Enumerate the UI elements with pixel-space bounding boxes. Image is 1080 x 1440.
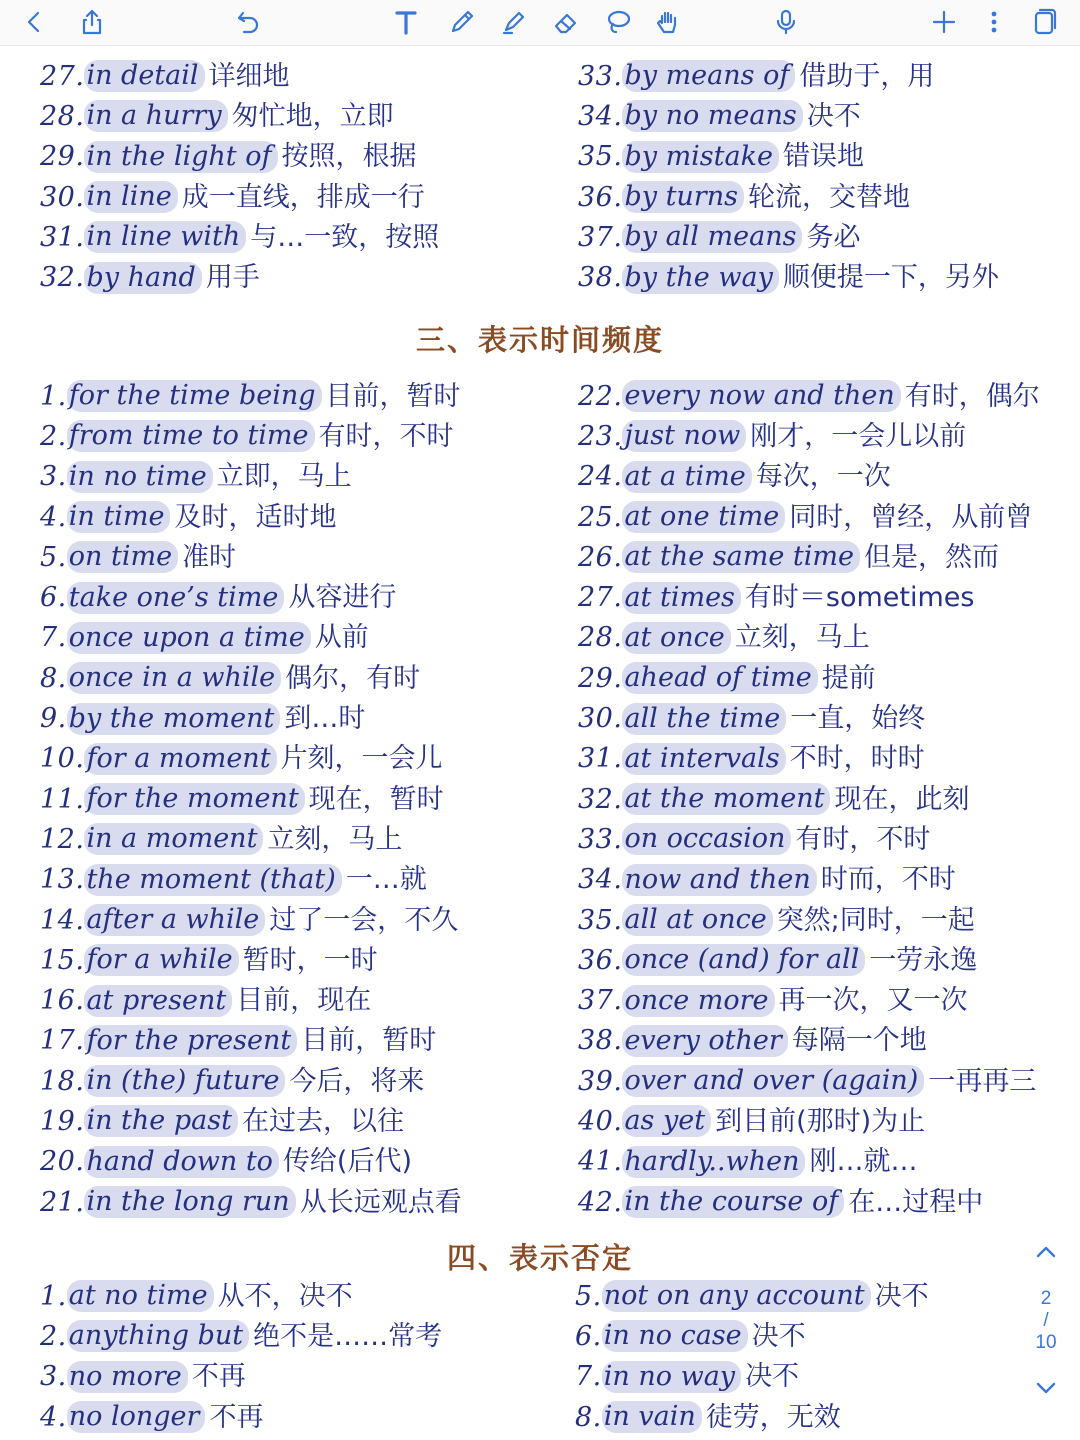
chinese-meaning: 详细地 — [208, 60, 290, 92]
english-phrase-highlighted: once (and) for all — [622, 944, 865, 976]
english-phrase-highlighted: at the moment — [622, 783, 830, 815]
phrase-row — [578, 900, 1078, 940]
item-number: 32. — [40, 262, 85, 294]
chinese-meaning: 一直，始终 — [790, 703, 926, 735]
chinese-meaning: 立即，马上 — [216, 461, 352, 493]
phrase-row — [40, 819, 570, 859]
chinese-meaning: 暂时，一时 — [242, 944, 378, 976]
back-icon[interactable] — [16, 4, 52, 40]
item-number: 9. — [40, 703, 67, 735]
chinese-meaning: 成一直线，排成一行 — [181, 181, 425, 213]
chinese-meaning: 目前，现在 — [236, 985, 372, 1017]
phrase-row — [575, 1316, 1015, 1356]
phrase-row — [40, 1357, 560, 1397]
phrase-row — [40, 1316, 560, 1356]
phrase-row — [578, 177, 1068, 217]
chinese-meaning: 有时，不时 — [318, 420, 454, 452]
item-number: 37. — [578, 985, 623, 1017]
total-page-count: 10 — [1035, 1332, 1057, 1353]
item-number: 8. — [40, 662, 67, 694]
item-number: 18. — [40, 1065, 85, 1097]
english-phrase-highlighted: over and over (again) — [622, 1065, 924, 1097]
phrase-row — [578, 940, 1078, 980]
undo-icon[interactable] — [230, 4, 266, 40]
english-phrase-highlighted: as yet — [622, 1105, 711, 1137]
item-number: 39. — [578, 1065, 623, 1097]
item-number: 27. — [578, 582, 623, 614]
mic-icon[interactable] — [768, 4, 804, 40]
english-phrase-highlighted: in no case — [602, 1320, 748, 1352]
phrase-row — [40, 257, 560, 297]
item-number: 23. — [578, 420, 623, 452]
phrase-list-negation-left — [40, 1276, 560, 1437]
chinese-meaning: 同时，曾经，从前曾 — [789, 501, 1033, 533]
item-number: 6. — [575, 1320, 602, 1352]
item-number: 40. — [578, 1105, 623, 1137]
chinese-meaning: 有时＝sometimes — [744, 582, 975, 614]
current-page-number: 2 — [1040, 1288, 1052, 1309]
english-phrase-highlighted: by means of — [622, 60, 795, 92]
phrase-row — [575, 1397, 1015, 1437]
item-number: 37. — [578, 221, 623, 253]
chinese-meaning: 提前 — [821, 662, 876, 694]
english-phrase-highlighted: in a moment — [84, 823, 263, 855]
english-phrase-highlighted: in vain — [602, 1401, 702, 1433]
english-phrase-highlighted: at one time — [622, 501, 785, 533]
chinese-meaning: 从前 — [314, 622, 369, 654]
english-phrase-highlighted: in (the) future — [84, 1065, 285, 1097]
highlighter-icon[interactable] — [496, 4, 532, 40]
english-phrase-highlighted: at intervals — [622, 743, 785, 775]
phrase-row — [40, 980, 570, 1020]
phrase-row — [578, 698, 1078, 738]
english-phrase-highlighted: all at once — [622, 904, 772, 936]
chinese-meaning: 偶尔，有时 — [285, 662, 421, 694]
english-phrase-highlighted: by the way — [622, 262, 778, 294]
chinese-meaning: 不再 — [191, 1361, 246, 1393]
english-phrase-highlighted: in the light of — [84, 141, 277, 173]
phrase-row — [578, 1101, 1078, 1141]
english-phrase-highlighted: at present — [84, 985, 232, 1017]
english-phrase-highlighted: after a while — [84, 904, 265, 936]
item-number: 15. — [40, 944, 85, 976]
english-phrase-highlighted: for a moment — [84, 743, 276, 775]
phrase-row — [40, 56, 560, 96]
phrase-row — [40, 1397, 560, 1437]
english-phrase-highlighted: in the course of — [622, 1186, 844, 1218]
item-number: 3. — [40, 1361, 67, 1393]
item-number: 35. — [578, 904, 623, 936]
chinese-meaning: 不再 — [209, 1401, 264, 1433]
item-number: 12. — [40, 823, 85, 855]
english-phrase-highlighted: at the same time — [622, 541, 860, 573]
chinese-meaning: 目前，暂时 — [325, 380, 461, 412]
item-number: 29. — [578, 662, 623, 694]
item-number: 32. — [578, 783, 623, 815]
item-number: 4. — [40, 501, 67, 533]
phrase-row — [578, 137, 1068, 177]
item-number: 14. — [40, 904, 85, 936]
add-icon[interactable] — [926, 4, 962, 40]
more-icon[interactable] — [976, 4, 1012, 40]
english-phrase-highlighted: in line — [84, 181, 177, 213]
english-phrase-highlighted: no longer — [67, 1401, 206, 1433]
phrase-row — [578, 860, 1078, 900]
toolbar — [0, 0, 1080, 46]
english-phrase-highlighted: at no time — [67, 1280, 214, 1312]
item-number: 1. — [40, 1280, 67, 1312]
chinese-meaning: 从不，决不 — [217, 1280, 353, 1312]
item-number: 25. — [578, 501, 623, 533]
phrase-row — [40, 497, 570, 537]
english-phrase-highlighted: all the time — [622, 703, 786, 735]
item-number: 7. — [575, 1361, 602, 1393]
english-phrase-highlighted: in the past — [84, 1105, 238, 1137]
chinese-meaning: 匆忙地，立即 — [231, 100, 394, 132]
item-number: 17. — [40, 1025, 85, 1057]
chinese-meaning: 从容进行 — [288, 582, 397, 614]
chinese-meaning: 轮流，交替地 — [747, 181, 910, 213]
english-phrase-highlighted: in line with — [84, 221, 246, 253]
phrase-row — [40, 940, 570, 980]
phrase-row — [578, 416, 1078, 456]
english-phrase-highlighted: on occasion — [622, 823, 791, 855]
phrase-row — [40, 96, 560, 136]
item-number: 26. — [578, 541, 623, 573]
phrase-row — [40, 658, 570, 698]
item-number: 5. — [40, 541, 67, 573]
english-phrase-highlighted: once more — [622, 985, 774, 1017]
english-phrase-highlighted: hardly..when — [622, 1146, 805, 1178]
chinese-meaning: 顺便提一下，另外 — [782, 262, 999, 294]
phrase-row — [578, 376, 1078, 416]
chinese-meaning: 用手 — [205, 262, 260, 294]
chinese-meaning: 徒劳，无效 — [705, 1401, 841, 1433]
phrase-row — [40, 577, 570, 617]
english-phrase-highlighted: take one’s time — [67, 582, 285, 614]
english-phrase-highlighted: from time to time — [67, 420, 315, 452]
item-number: 31. — [40, 221, 85, 253]
item-number: 4. — [40, 1401, 67, 1433]
phrase-list-time-right — [578, 376, 1078, 1222]
phrase-list-time-left — [40, 376, 570, 1222]
chinese-meaning: 一…就 — [345, 864, 427, 896]
english-phrase-highlighted: just now — [622, 420, 746, 452]
phrase-row — [578, 217, 1068, 257]
english-phrase-highlighted: once in a while — [67, 662, 281, 694]
english-phrase-highlighted: by the moment — [67, 703, 281, 735]
item-number: 36. — [578, 944, 623, 976]
chinese-meaning: 现在，暂时 — [308, 783, 444, 815]
phrase-row — [40, 376, 570, 416]
chinese-meaning: 决不 — [745, 1361, 800, 1393]
chinese-meaning: 借助于，用 — [799, 60, 935, 92]
english-phrase-highlighted: in detail — [84, 60, 204, 92]
chinese-meaning: 刚…就… — [809, 1146, 918, 1178]
item-number: 31. — [578, 743, 623, 775]
english-phrase-highlighted: for the moment — [84, 783, 304, 815]
item-number: 13. — [40, 864, 85, 896]
chinese-meaning: 务必 — [806, 221, 861, 253]
phrase-list-negation-right — [575, 1276, 1015, 1437]
phrase-row — [40, 177, 560, 217]
hand-icon[interactable] — [650, 4, 686, 40]
english-phrase-highlighted: by mistake — [622, 141, 779, 173]
item-number: 33. — [578, 823, 623, 855]
note-page — [0, 46, 1080, 1440]
phrase-row — [578, 1142, 1078, 1182]
phrase-row — [578, 779, 1078, 819]
chinese-meaning: 再一次，又一次 — [778, 985, 968, 1017]
english-phrase-highlighted: at times — [622, 582, 740, 614]
chinese-meaning: 及时，适时地 — [174, 501, 337, 533]
item-number: 2. — [40, 420, 67, 452]
phrase-row — [40, 1061, 570, 1101]
english-phrase-highlighted: at a time — [622, 461, 751, 493]
phrase-row — [40, 537, 570, 577]
phrase-row — [578, 658, 1078, 698]
chinese-meaning: 一劳永逸 — [869, 944, 978, 976]
phrase-row — [40, 698, 570, 738]
item-number: 24. — [578, 461, 623, 493]
section-title-negation: 四、表示否定 — [446, 1241, 633, 1275]
phrase-row — [40, 1021, 570, 1061]
phrase-row — [40, 1101, 570, 1141]
item-number: 30. — [40, 181, 85, 213]
chinese-meaning: 每隔一个地 — [791, 1025, 927, 1057]
item-number: 1. — [40, 380, 67, 412]
item-number: 20. — [40, 1146, 85, 1178]
chinese-meaning: 突然;同时，一起 — [776, 904, 975, 936]
item-number: 3. — [40, 461, 67, 493]
english-phrase-highlighted: for the time being — [67, 380, 322, 412]
english-phrase-highlighted: for a while — [84, 944, 238, 976]
english-phrase-highlighted: once upon a time — [67, 622, 311, 654]
english-phrase-highlighted: on time — [67, 541, 178, 573]
chinese-meaning: 有时，不时 — [795, 823, 931, 855]
phrase-row — [578, 257, 1068, 297]
chinese-meaning: 与…一致，按照 — [250, 221, 440, 253]
chinese-meaning: 立刻，马上 — [267, 823, 403, 855]
section-title-time-frequency: 三、表示时间频度 — [415, 323, 664, 357]
item-number: 28. — [40, 100, 85, 132]
item-number: 29. — [40, 141, 85, 173]
english-phrase-highlighted: in time — [67, 501, 171, 533]
phrase-row — [40, 779, 570, 819]
item-number: 38. — [578, 262, 623, 294]
item-number: 35. — [578, 141, 623, 173]
english-phrase-highlighted: by turns — [622, 181, 744, 213]
item-number: 34. — [578, 100, 623, 132]
phrase-row — [40, 137, 560, 177]
item-number: 21. — [40, 1186, 85, 1218]
chinese-meaning: 有时，偶尔 — [904, 380, 1040, 412]
phrase-row — [40, 900, 570, 940]
item-number: 41. — [578, 1146, 623, 1178]
item-number: 28. — [578, 622, 623, 654]
english-phrase-highlighted: anything but — [67, 1320, 249, 1352]
chinese-meaning: 现在，此刻 — [834, 783, 970, 815]
english-phrase-highlighted: by hand — [84, 262, 201, 294]
chinese-meaning: 到…时 — [284, 703, 366, 735]
english-phrase-highlighted: at once — [622, 622, 730, 654]
chinese-meaning: 决不 — [874, 1280, 929, 1312]
chinese-meaning: 决不 — [751, 1320, 806, 1352]
chinese-meaning: 今后，将来 — [289, 1065, 425, 1097]
phrase-row — [40, 1276, 560, 1316]
english-phrase-highlighted: in a hurry — [84, 100, 227, 132]
chinese-meaning: 按照，根据 — [281, 141, 417, 173]
lasso-icon[interactable] — [600, 4, 636, 40]
pen-icon[interactable] — [444, 4, 480, 40]
english-phrase-highlighted: in the long run — [84, 1186, 295, 1218]
phrase-row — [575, 1357, 1015, 1397]
text-tool-icon[interactable] — [388, 4, 424, 40]
english-phrase-highlighted: ahead of time — [622, 662, 817, 694]
phrase-list-top-right — [578, 56, 1068, 298]
phrase-row — [578, 819, 1078, 859]
item-number: 11. — [40, 783, 85, 815]
phrase-row — [578, 577, 1078, 617]
english-phrase-highlighted: in no time — [67, 461, 213, 493]
chinese-meaning: 决不 — [806, 100, 861, 132]
chinese-meaning: 错误地 — [782, 141, 864, 173]
item-number: 19. — [40, 1105, 85, 1137]
item-number: 34. — [578, 864, 623, 896]
chinese-meaning: 目前，暂时 — [301, 1025, 437, 1057]
chinese-meaning: 准时 — [182, 541, 237, 573]
phrase-row — [575, 1276, 1015, 1316]
chinese-meaning: 从长远观点看 — [299, 1186, 462, 1218]
item-number: 38. — [578, 1025, 623, 1057]
eraser-icon[interactable] — [548, 4, 584, 40]
phrase-row — [578, 1061, 1078, 1101]
english-phrase-highlighted: every now and then — [622, 380, 900, 412]
item-number: 36. — [578, 181, 623, 213]
phrase-row — [578, 980, 1078, 1020]
chinese-meaning: 到目前(那时)为止 — [715, 1105, 926, 1137]
phrase-list-top-left — [40, 56, 560, 298]
english-phrase-highlighted: the moment (that) — [84, 864, 341, 896]
chevron-down-icon[interactable] — [1032, 1374, 1060, 1402]
phrase-row — [40, 739, 570, 779]
phrase-row — [40, 217, 560, 257]
item-number: 30. — [578, 703, 623, 735]
english-phrase-highlighted: every other — [622, 1025, 787, 1057]
chinese-meaning: 传给(后代) — [282, 1146, 412, 1178]
phrase-row — [578, 618, 1078, 658]
item-number: 10. — [40, 743, 85, 775]
chinese-meaning: 但是，然而 — [863, 541, 999, 573]
phrase-row — [40, 1182, 570, 1222]
item-number: 8. — [575, 1401, 602, 1433]
share-icon[interactable] — [74, 4, 110, 40]
chinese-meaning: 在…过程中 — [848, 1186, 984, 1218]
chinese-meaning: 片刻，一会儿 — [280, 743, 443, 775]
chevron-up-icon[interactable] — [1032, 1238, 1060, 1266]
phrase-row — [578, 457, 1078, 497]
chinese-meaning: 在过去，以往 — [241, 1105, 404, 1137]
phrase-row — [40, 1142, 570, 1182]
phrase-row — [40, 860, 570, 900]
item-number: 7. — [40, 622, 67, 654]
item-number: 33. — [578, 60, 623, 92]
phrase-row — [578, 96, 1068, 136]
phrase-row — [578, 56, 1068, 96]
phrase-row — [578, 497, 1078, 537]
chinese-meaning: 时而，不时 — [820, 864, 956, 896]
english-phrase-highlighted: no more — [67, 1361, 188, 1393]
phrase-row — [578, 739, 1078, 779]
item-number: 27. — [40, 60, 85, 92]
chinese-meaning: 立刻，马上 — [734, 622, 870, 654]
phrase-row — [40, 457, 570, 497]
chinese-meaning: 过了一会，不久 — [269, 904, 459, 936]
item-number: 6. — [40, 582, 67, 614]
chinese-meaning: 不时，时时 — [789, 743, 925, 775]
phrase-row — [40, 416, 570, 456]
item-number: 16. — [40, 985, 85, 1017]
phrase-row — [578, 1182, 1078, 1222]
english-phrase-highlighted: for the present — [84, 1025, 297, 1057]
phrase-row — [578, 537, 1078, 577]
english-phrase-highlighted: in no way — [602, 1361, 741, 1393]
item-number: 2. — [40, 1320, 67, 1352]
phrase-row — [40, 618, 570, 658]
chinese-meaning: 刚才，一会儿以前 — [750, 420, 967, 452]
page-separator: / — [1043, 1310, 1049, 1331]
item-number: 22. — [578, 380, 623, 412]
english-phrase-highlighted: by all means — [622, 221, 802, 253]
chinese-meaning: 每次，一次 — [755, 461, 891, 493]
english-phrase-highlighted: now and then — [622, 864, 816, 896]
page-indicator — [1026, 1238, 1066, 1398]
english-phrase-highlighted: hand down to — [84, 1146, 278, 1178]
chinese-meaning: 一再再三 — [928, 1065, 1037, 1097]
phrase-row — [578, 1021, 1078, 1061]
english-phrase-highlighted: not on any account — [602, 1280, 871, 1312]
item-number: 5. — [575, 1280, 602, 1312]
pages-icon[interactable] — [1026, 4, 1062, 40]
chinese-meaning: 绝不是……常考 — [253, 1320, 443, 1352]
english-phrase-highlighted: by no means — [622, 100, 802, 132]
item-number: 42. — [578, 1186, 623, 1218]
